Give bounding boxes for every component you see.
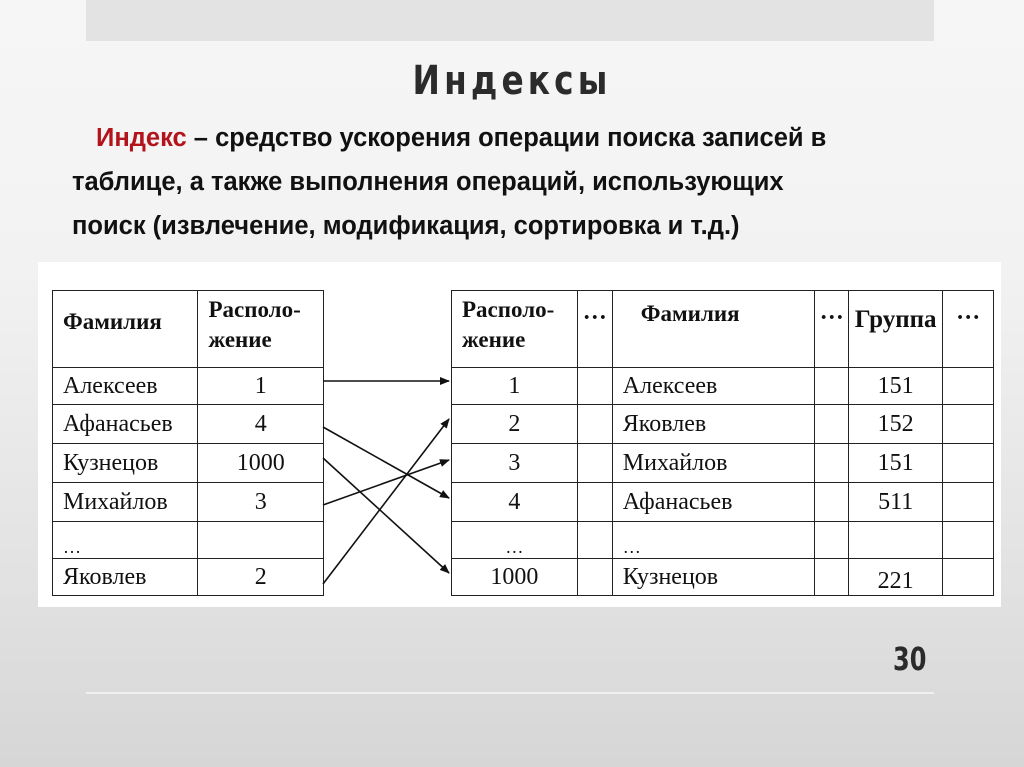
surname-cell: Афанасьев [53,405,198,444]
position-cell: 4 [198,405,324,444]
data-table-header [452,291,994,368]
index-table [52,290,324,596]
position-cell: … [452,522,578,559]
definition-term: Индекс [96,124,187,152]
definition-text [72,116,972,248]
surname-cell: … [612,522,815,559]
header-position: Располо- жение [198,291,324,368]
group-cell [849,522,943,559]
table-row [452,368,994,405]
table-row [53,522,324,559]
position-cell: 3 [198,483,324,522]
slide-title: Индексы [412,58,612,104]
header-group: Группа [849,291,943,368]
surname-cell: … [53,522,198,559]
definition-line-1: Индекс – средство ускорения операции поиска записей в [96,124,827,152]
position-cell: 3 [452,444,578,483]
position-cell: 2 [198,559,324,596]
group-cell: 221 [849,559,943,596]
surname-cell: Михайлов [53,483,198,522]
position-cell: 1000 [452,559,578,596]
surname-cell: Кузнецов [612,559,815,596]
table-row [452,405,994,444]
table-row [452,522,994,559]
header-ellipsis: … [815,291,849,368]
header-surname: Фамилия [612,291,815,368]
footer-divider [86,692,934,694]
group-cell: 151 [849,444,943,483]
page-number: 30 [893,640,927,678]
table-row [53,483,324,522]
surname-cell: Кузнецов [53,444,198,483]
surname-cell: Михайлов [612,444,815,483]
position-cell: 1 [452,368,578,405]
header-band [86,0,934,41]
surname-cell: Яковлев [612,405,815,444]
position-cell: 1 [198,368,324,405]
definition-line-2: таблице, а также выполнения операций, использующих [72,168,784,196]
table-row [452,483,994,522]
group-cell: 511 [849,483,943,522]
header-position: Располо- жение [452,291,578,368]
header-ellipsis: … [943,291,994,368]
table-row [452,559,994,596]
position-cell: 4 [452,483,578,522]
table-row [53,559,324,596]
position-cell [198,522,324,559]
surname-cell: Яковлев [53,559,198,596]
table-row [452,444,994,483]
group-cell: 151 [849,368,943,405]
group-cell: 152 [849,405,943,444]
definition-line-3: поиск (извлечение, модификация, сортировка и т.д.) [72,212,740,240]
position-cell: 2 [452,405,578,444]
surname-cell: Алексеев [612,368,815,405]
table-row [53,444,324,483]
data-table [451,290,994,596]
header-surname: Фамилия [53,291,198,368]
table-row [53,405,324,444]
surname-cell: Алексеев [53,368,198,405]
position-cell: 1000 [198,444,324,483]
table-row [53,368,324,405]
header-ellipsis: … [577,291,612,368]
surname-cell: Афанасьев [612,483,815,522]
index-table-header [53,291,324,368]
